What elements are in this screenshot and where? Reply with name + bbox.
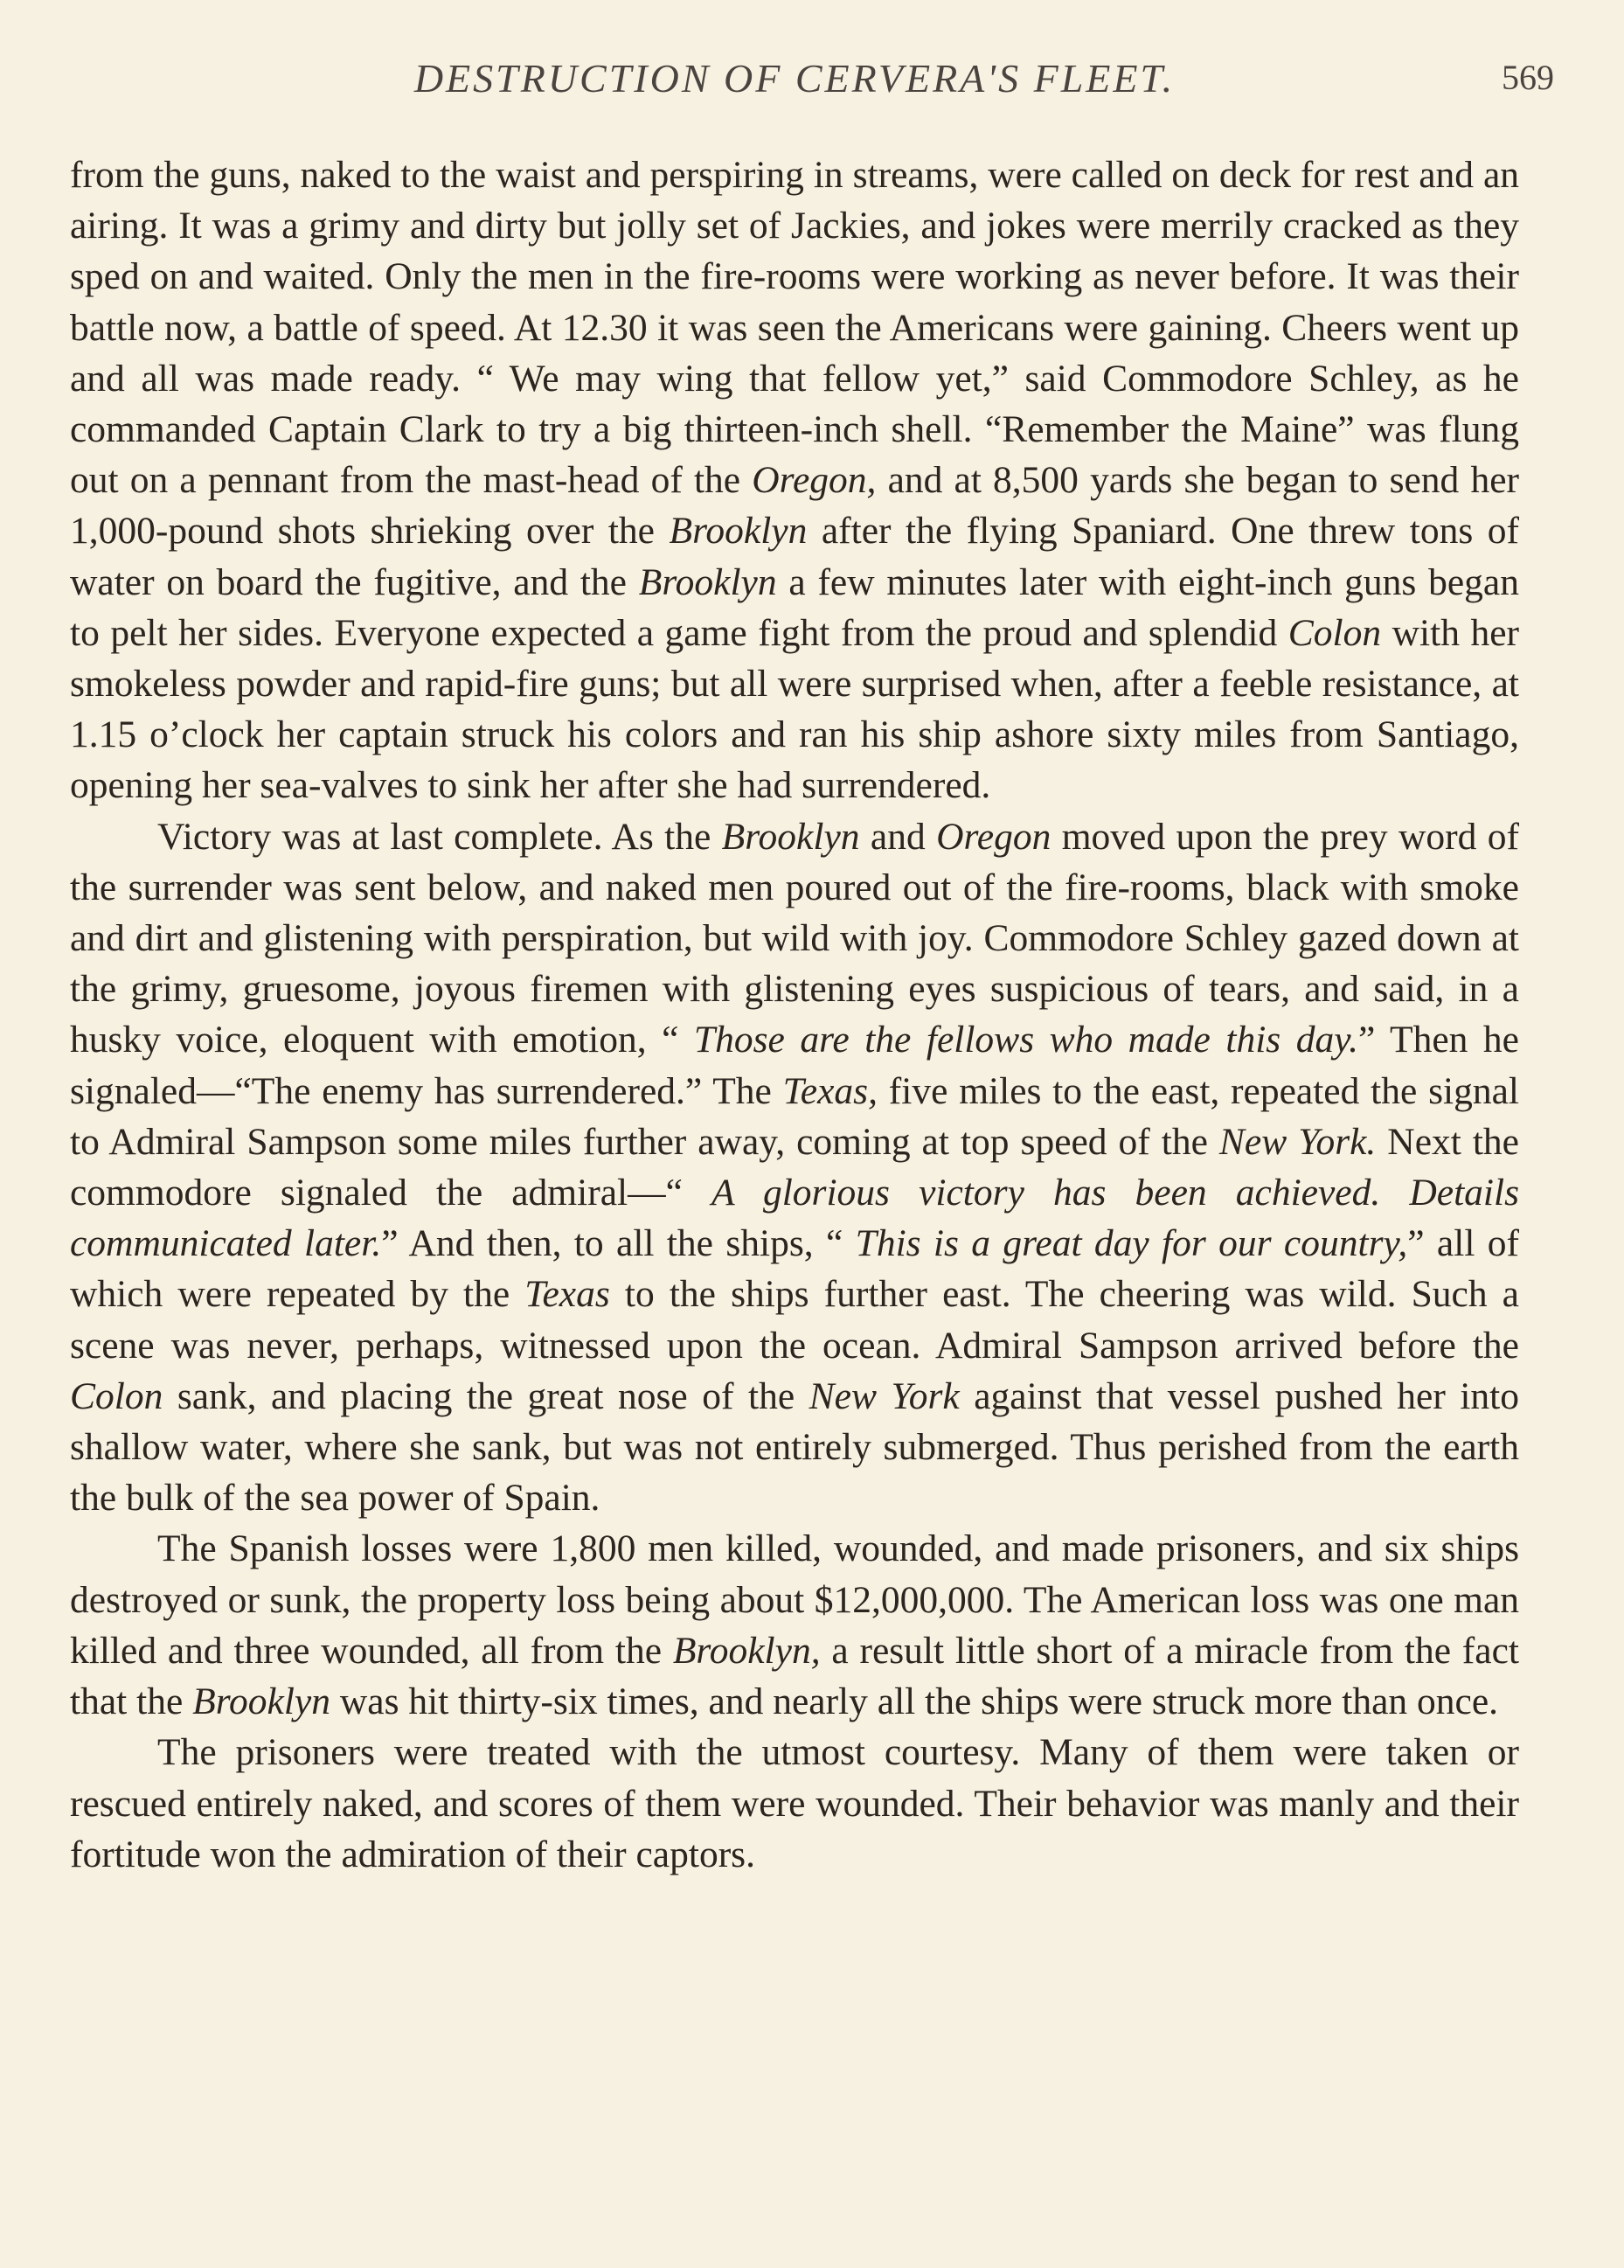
italic-text: Brooklyn, [672, 1629, 821, 1672]
text-run: and [859, 815, 937, 858]
text-run: The Spanish losses were 1,800 men killed, wounded, and made prisoners, and six ships destroyed or sunk, the property loss being about $12,000,000. The American loss was one man killed and three wounded, all from the [70, 1527, 1519, 1672]
italic-text: New York [809, 1374, 960, 1417]
italic-text: Oregon, [752, 459, 877, 502]
italic-text: Texas, [782, 1069, 878, 1112]
italic-text: Brooklyn [192, 1680, 330, 1723]
text-run: ” And then, to all the ships, “ [381, 1222, 856, 1265]
text-run: ” Then he signaled—“The enemy has surrendered.” The [70, 1019, 1519, 1112]
body-text [70, 150, 1519, 1880]
italic-text: Brooklyn [721, 815, 860, 858]
text-run: The prisoners were treated with the utmost courtesy. Many of them were taken or rescued entirely naked, and scores of them were wounded. Their behavior was manly and their fortitude won the admiration of their captors. [70, 1731, 1519, 1875]
italic-text: Oregon [936, 815, 1051, 858]
paragraph [70, 1727, 1519, 1880]
text-run: to the ships further east. The cheering was wild. Such a scene was never, perhaps, witnessed upon the ocean. Admiral Sampson arrived before the [70, 1273, 1519, 1367]
text-run: Next the commodore signaled the admiral—“ [70, 1120, 1519, 1214]
running-head [70, 48, 1554, 118]
italic-text: Brooklyn [638, 560, 777, 603]
italic-text: Colon [70, 1374, 163, 1417]
text-run: sank, and placing the great nose of the [163, 1374, 809, 1417]
text-run: Victory was at last complete. As the [157, 815, 722, 858]
paragraph [70, 1523, 1519, 1727]
text-run: ” all of which were repeated by the [70, 1222, 1519, 1316]
paragraph [70, 811, 1519, 1524]
text-run: with her smokeless powder and rapid-fire guns; but all were surprised when, after a feeble resistance, at 1.15 o’clock her captain struck his colors and ran his ship ashore sixty miles from Santiago, opening her sea-valves to sink her after she had surrendered. [70, 611, 1519, 807]
text-run: from the guns, naked to the waist and perspiring in streams, were called on deck for rest and an airing. It was a grimy and dirty but jolly set of Jackies, and jokes were merrily cracked as they sped on and waited. Only the men in the fire-rooms were working as never before. It was their battle now, a battle of speed. At 12.30 it was seen the Americans were gaining. Cheers went up and all was made ready. “ We may wing that fellow yet,” said Commodore Schley, as he commanded Captain Clark to try a big thirteen-inch shell. “Remember the Maine” was flung out on a pennant from the mast-head of the [70, 154, 1519, 502]
italic-text: A glorious victory has been achieved. Details communicated later. [70, 1172, 1520, 1265]
text-run: against that vessel pushed her into shallow water, where she sank, but was not entirely submerged. Thus perished from the earth the bulk of the sea power of Spain. [70, 1374, 1519, 1520]
italic-text: New York. [1218, 1120, 1377, 1163]
paragraph [70, 150, 1519, 811]
page-number: 569 [1502, 58, 1554, 97]
italic-text: Brooklyn [669, 510, 808, 553]
italic-text: Those are the fellows who made this day. [693, 1019, 1359, 1061]
text-run: and at 8,500 yards she began to send her 1,000-pound shots shrieking over the [70, 459, 1519, 553]
italic-text: This is a great day for our country, [855, 1222, 1408, 1265]
text-run: five miles to the east, repeated the signal to Admiral Sampson some miles further away, coming at top speed of the [70, 1069, 1519, 1163]
text-run: after the flying Spaniard. One threw tons of water on board the fugitive, and the [70, 510, 1519, 603]
text-run: a few minutes later with eight-inch guns began to pelt her sides. Everyone expected a game fight from the proud and splendid [70, 560, 1519, 654]
text-run: was hit thirty-six times, and nearly all the ships were struck more than once. [330, 1680, 1499, 1723]
text-run: moved upon the prey word of the surrender was sent below, and naked men poured out of the fire-rooms, black with smoke and dirt and glistening with perspiration, but wild with joy. Commodore Schley gazed down at the grimy, gruesome, joyous firemen with glistening eyes suspicious of tears, and said, in a husky voice, eloquent with emotion, “ [70, 815, 1520, 1061]
italic-text: Texas [524, 1273, 610, 1316]
italic-text: Colon [1287, 611, 1382, 654]
text-run: a result little short of a miracle from the fact that the [70, 1629, 1519, 1723]
running-title: DESTRUCTION OF CERVERA'S FLEET. [413, 56, 1176, 101]
